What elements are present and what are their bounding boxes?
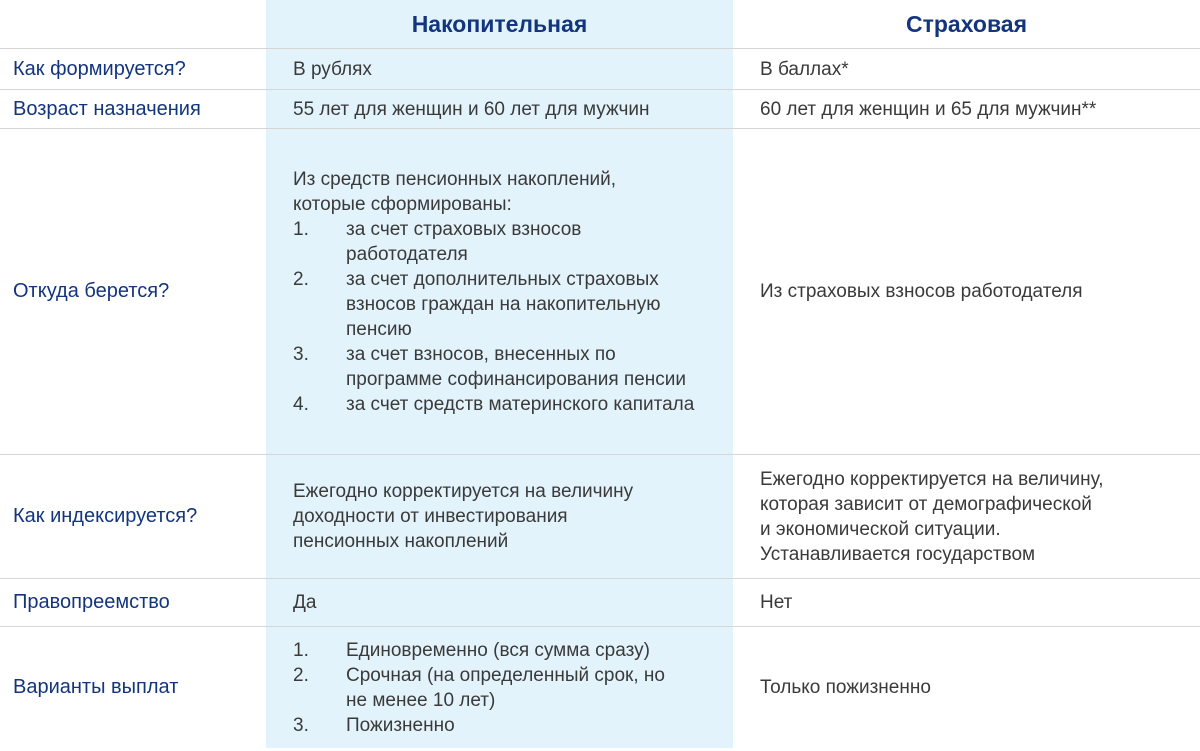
savings-cell: Да bbox=[266, 579, 733, 627]
savings-cell: В рублях bbox=[266, 49, 733, 90]
row-source bbox=[0, 129, 1200, 455]
savings-cell bbox=[266, 627, 733, 749]
insurance-cell: 60 лет для женщин и 65 для мужчин** bbox=[733, 90, 1200, 129]
list-item: 3. Пожизненно bbox=[293, 714, 455, 736]
savings-cell bbox=[266, 129, 733, 455]
payments-list bbox=[293, 638, 719, 738]
row-label: Как индексируется? bbox=[0, 455, 266, 579]
row-label: Варианты выплат bbox=[0, 627, 266, 749]
header-insurance: Страховая bbox=[905, 10, 1028, 37]
savings-cell: Ежегодно корректируется на величину доходности от инвестирования пенсионных накоплений bbox=[266, 455, 733, 579]
source-intro: Из средств пенсионных накоплений, которые сформированы: bbox=[293, 168, 617, 215]
savings-cell: 55 лет для женщин и 60 лет для мужчин bbox=[266, 90, 733, 129]
insurance-cell: Только пожизненно bbox=[733, 627, 1200, 749]
insurance-cell: Ежегодно корректируется на величину, которая зависит от демографической и экономической ситуации. Устанавливается государством bbox=[733, 455, 1200, 579]
header-savings: Накопительная bbox=[411, 10, 588, 37]
list-item: 2. Срочная (на определенный срок, но не менее 10 лет) bbox=[293, 664, 665, 711]
list-item: 1. за счет страховых взносов работодателя bbox=[293, 218, 582, 265]
row-formation bbox=[0, 49, 1200, 90]
row-label: Правопреемство bbox=[0, 579, 266, 627]
list-item: 4. за счет средств материнского капитала bbox=[293, 393, 695, 415]
row-age bbox=[0, 90, 1200, 129]
row-indexation bbox=[0, 455, 1200, 579]
row-succession bbox=[0, 579, 1200, 627]
insurance-cell: В баллах* bbox=[733, 49, 1200, 90]
row-label: Возраст назначения bbox=[0, 90, 266, 129]
row-label: Как формируется? bbox=[0, 49, 266, 90]
insurance-cell: Нет bbox=[733, 579, 1200, 627]
header-empty-cell bbox=[0, 0, 266, 49]
list-item: 1. Единовременно (вся сумма сразу) bbox=[293, 639, 650, 661]
list-item: 2. за счет дополнительных страховых взносов граждан на накопительную пенсию bbox=[293, 268, 661, 340]
row-label: Откуда берется? bbox=[0, 129, 266, 455]
list-item: 3. за счет взносов, внесенных по программе софинансирования пенсии bbox=[293, 343, 686, 390]
insurance-cell: Из страховых взносов работодателя bbox=[733, 129, 1200, 455]
header-row bbox=[0, 0, 1200, 49]
row-payments bbox=[0, 627, 1200, 749]
source-list bbox=[293, 217, 719, 417]
